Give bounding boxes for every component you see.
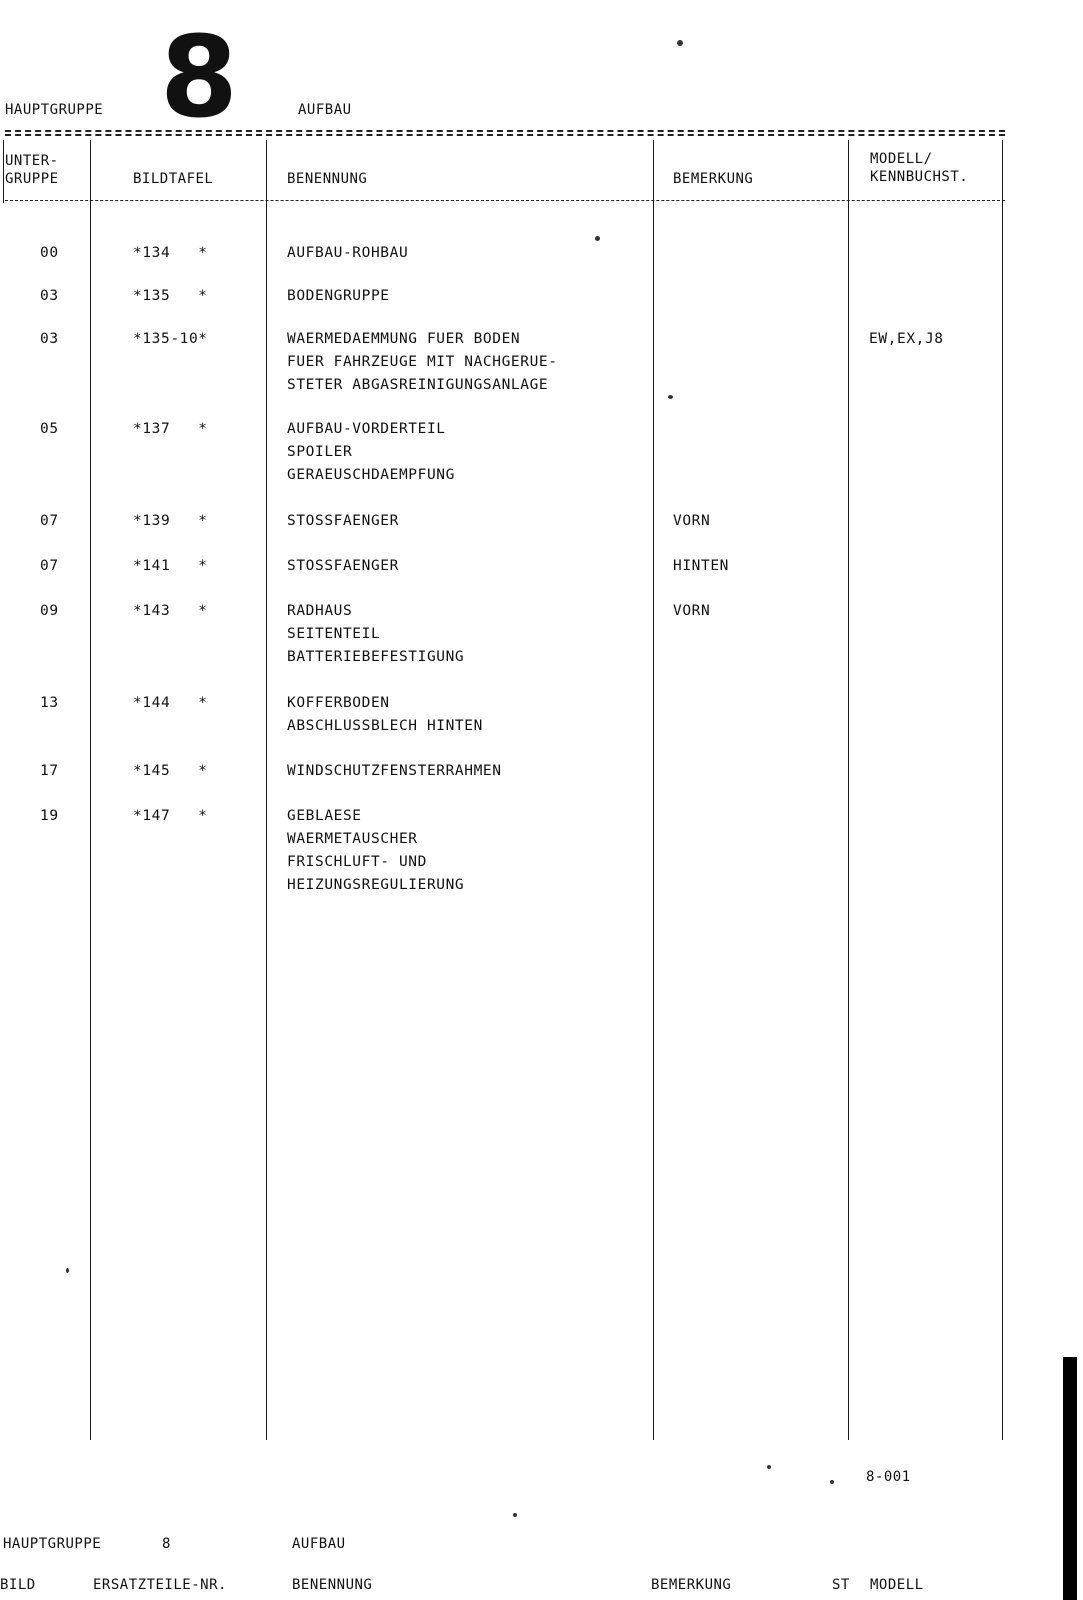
footer-col-bild: BILD: [0, 1577, 36, 1593]
scan-speck: [677, 40, 683, 46]
col-header-benennung: BENENNUNG: [287, 171, 368, 187]
row-benennung: BODENGRUPPE: [287, 288, 390, 304]
col-line-right: [1002, 140, 1003, 1440]
row-bildtafel: *134 *: [133, 245, 208, 261]
col-line-2: [266, 140, 267, 1440]
row-bildtafel: *143 *: [133, 603, 208, 619]
footer-col-modell: MODELL: [870, 1577, 924, 1593]
col-header-untergruppe: UNTER- GRUPPE: [5, 153, 59, 187]
header-double-rule-top: [5, 130, 1005, 132]
row-gruppe: 19: [40, 808, 59, 824]
row-bildtafel: *145 *: [133, 763, 208, 779]
row-bildtafel: *135 *: [133, 288, 208, 304]
row-gruppe: 07: [40, 513, 59, 529]
footer-group-title: AUFBAU: [292, 1536, 346, 1552]
row-benennung: STOSSFAENGER: [287, 558, 399, 574]
row-benennung: AUFBAU-VORDERTEIL SPOILER GERAEUSCHDAEMPFUNG: [287, 421, 455, 483]
row-modell: EW,EX,J8: [869, 331, 944, 347]
col-line-3: [653, 140, 654, 1440]
row-benennung: WAERMEDAEMMUNG FUER BODEN FUER FAHRZEUGE MIT NACHGERUE- STETER ABGASREINIGUNGSANLAGE: [287, 331, 558, 393]
row-gruppe: 03: [40, 288, 59, 304]
scan-speck: [830, 1480, 834, 1484]
header-double-rule-bottom: [5, 134, 1005, 136]
scan-speck: [767, 1465, 771, 1469]
row-bildtafel: *137 *: [133, 421, 208, 437]
row-bildtafel: *139 *: [133, 513, 208, 529]
row-bildtafel: *147 *: [133, 808, 208, 824]
row-gruppe: 03: [40, 331, 59, 347]
row-gruppe: 05: [40, 421, 59, 437]
page-number: 8-001: [866, 1469, 911, 1485]
col-header-bemerkung: BEMERKUNG: [673, 171, 754, 187]
row-benennung: AUFBAU-ROHBAU: [287, 245, 409, 261]
row-bildtafel: *141 *: [133, 558, 208, 574]
header-dashed-rule: [5, 200, 1005, 201]
row-gruppe: 09: [40, 603, 59, 619]
row-benennung: WINDSCHUTZFENSTERRAHMEN: [287, 763, 502, 779]
row-benennung: RADHAUS SEITENTEIL BATTERIEBEFESTIGUNG: [287, 603, 465, 665]
scan-speck: [513, 1513, 517, 1517]
footer-hauptgruppe-label: HAUPTGRUPPE: [3, 1536, 102, 1552]
hauptgruppe-label: HAUPTGRUPPE: [5, 102, 104, 118]
row-bemerkung: VORN: [673, 603, 711, 619]
group-title: AUFBAU: [298, 102, 352, 118]
row-bildtafel: *144 *: [133, 695, 208, 711]
row-gruppe: 13: [40, 695, 59, 711]
col-header-bildtafel: BILDTAFEL: [133, 171, 214, 187]
col-line-1: [90, 140, 91, 1440]
group-number-large: 8: [160, 13, 238, 143]
scan-speck: [668, 395, 673, 399]
col-line-left: [3, 140, 4, 203]
scan-speck: [595, 236, 600, 241]
row-gruppe: 17: [40, 763, 59, 779]
footer-group-number: 8: [162, 1536, 171, 1552]
row-benennung: GEBLAESE WAERMETAUSCHER FRISCHLUFT- UND HEIZUNGSREGULIERUNG: [287, 808, 465, 893]
footer-col-ersatzteile: ERSATZTEILE-NR.: [93, 1577, 227, 1593]
row-bemerkung: VORN: [673, 513, 711, 529]
row-benennung: STOSSFAENGER: [287, 513, 399, 529]
row-gruppe: 07: [40, 558, 59, 574]
row-bildtafel: *135-10*: [133, 331, 208, 347]
col-header-modell: MODELL/ KENNBUCHST.: [870, 151, 969, 185]
row-gruppe: 00: [40, 245, 59, 261]
row-benennung: KOFFERBODEN ABSCHLUSSBLECH HINTEN: [287, 695, 483, 734]
scan-edge-bar: [1063, 1357, 1077, 1600]
footer-col-st: ST: [832, 1577, 850, 1593]
scan-speck: [66, 1268, 69, 1273]
footer-col-benennung: BENENNUNG: [292, 1577, 373, 1593]
row-bemerkung: HINTEN: [673, 558, 729, 574]
col-line-4: [848, 140, 849, 1440]
footer-col-bemerkung: BEMERKUNG: [651, 1577, 732, 1593]
